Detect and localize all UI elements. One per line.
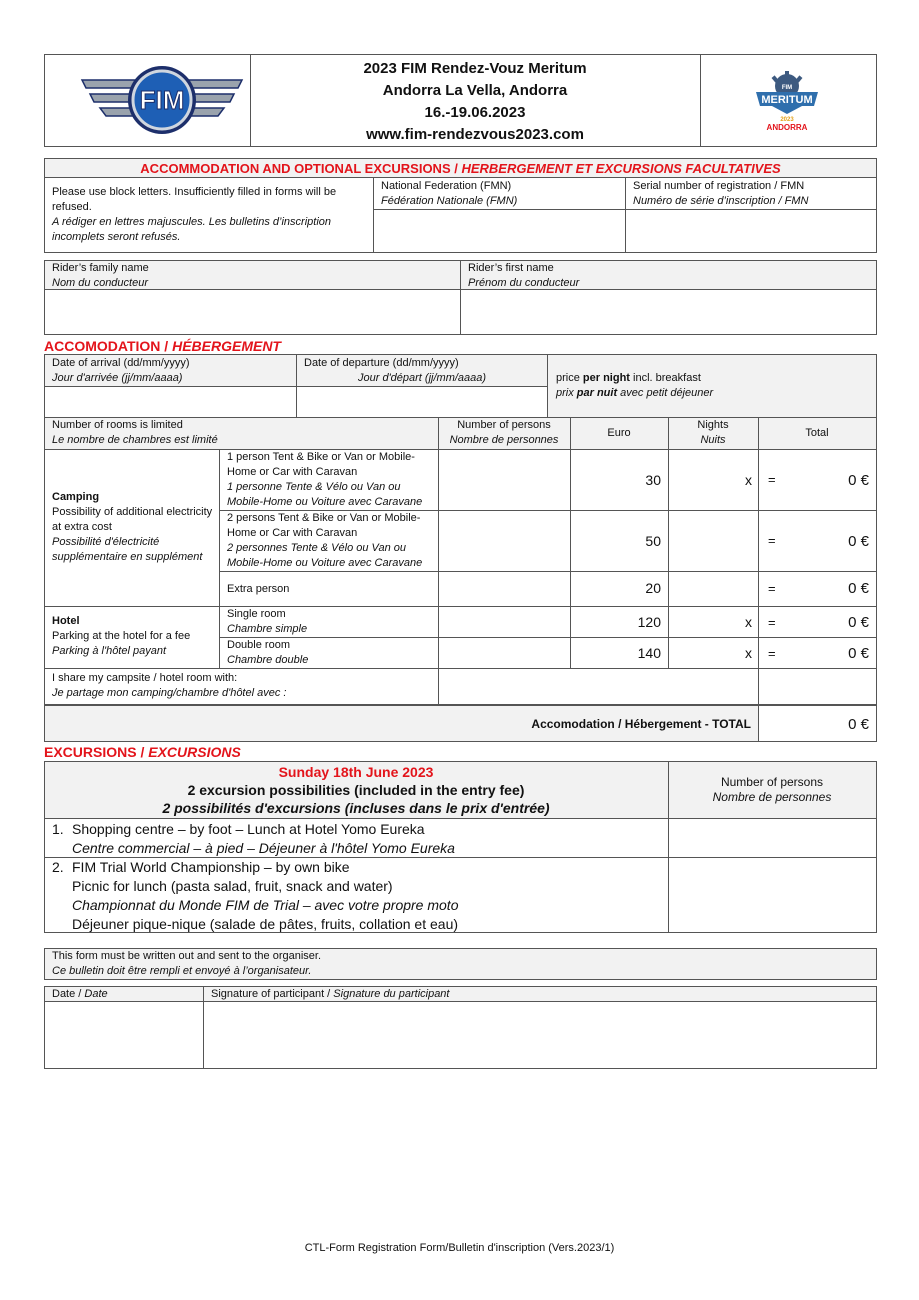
meritum-logo-main: MERITUM bbox=[761, 94, 813, 106]
camping-1-equals: = bbox=[768, 472, 776, 487]
excursion-2-en1: FIM Trial World Championship – by own bike bbox=[72, 859, 350, 875]
extra-person-count-field[interactable] bbox=[439, 572, 570, 606]
date-label-fr: Date bbox=[84, 988, 108, 1000]
camping-2-en: 2 persons Tent & Bike or Van or Mobile-Home or Car with Caravan bbox=[227, 512, 421, 539]
section1-title-en: ACCOMMODATION AND OPTIONAL EXCURSIONS / bbox=[140, 161, 462, 176]
camping-1-price: 30 bbox=[645, 472, 661, 488]
nights-col-header bbox=[668, 418, 758, 448]
double-room-fr: Chambre double bbox=[227, 654, 309, 666]
price-note-fr-c: avec petit déjeuner bbox=[617, 387, 714, 399]
rooms-limited-fr: Le nombre de chambres est limité bbox=[52, 434, 218, 446]
single-room-price: 120 bbox=[637, 614, 661, 630]
price-note-fr-a: prix bbox=[556, 387, 577, 399]
serial-label-fr: Numéro de série d’inscription / FMN bbox=[633, 195, 809, 207]
rooms-limited-label bbox=[52, 418, 218, 448]
excursion-2 bbox=[52, 858, 458, 934]
camping-2-persons-label bbox=[227, 511, 435, 571]
double-room-multiply: x bbox=[745, 645, 752, 661]
signature-label-fr: Signature du participant bbox=[333, 988, 450, 1000]
extra-person-equals: = bbox=[768, 581, 776, 596]
fmn-label-fr: Fédération Nationale (FMN) bbox=[381, 195, 518, 207]
serial-label bbox=[633, 179, 808, 209]
event-title-line2: Andorra La Vella, Andorra bbox=[382, 82, 568, 99]
camping-1-total: 0 € bbox=[848, 472, 869, 489]
excursion-2-persons-field[interactable] bbox=[669, 858, 876, 932]
share-label-fr: Je partage mon camping/chambre d'hôtel avec : bbox=[52, 687, 287, 699]
price-note-b: per night bbox=[582, 372, 630, 384]
double-room-persons-field[interactable] bbox=[439, 638, 570, 668]
date-label bbox=[52, 987, 108, 1002]
arrival-label-en: Date of arrival (dd/mm/yyyy) bbox=[52, 357, 190, 369]
signature-header-bg bbox=[45, 987, 876, 1002]
meritum-logo bbox=[752, 70, 822, 134]
arrival-label-fr: Jour d'arrivée (jj/mm/aaaa) bbox=[52, 372, 183, 384]
fim-logo bbox=[78, 62, 246, 138]
camping-category bbox=[52, 490, 214, 565]
fmn-field[interactable] bbox=[374, 210, 624, 252]
first-name-label bbox=[468, 261, 579, 291]
double-room-equals: = bbox=[768, 646, 776, 661]
accommodation-total-label: Accomodation / Hébergement - TOTAL bbox=[531, 717, 751, 731]
camping-1-multiply: x bbox=[745, 472, 752, 488]
persons-col-header-en: Number of persons bbox=[457, 419, 551, 431]
accommodation-heading bbox=[44, 338, 281, 354]
share-label bbox=[52, 671, 286, 701]
camping-1-persons-field[interactable] bbox=[439, 450, 570, 510]
double-room-en: Double room bbox=[227, 639, 290, 651]
instructions-fr: A rédiger en lettres majuscules. Les bulletins d’inscription incomplets seront refusés. bbox=[52, 216, 332, 243]
single-room-en: Single room bbox=[227, 608, 286, 620]
signature-label-en: Signature of participant / bbox=[211, 988, 334, 1000]
accommodation-heading-en: ACCOMODATION / bbox=[44, 338, 173, 354]
extra-person-nights-field[interactable] bbox=[669, 572, 758, 606]
event-title-line3: 16.-19.06.2023 bbox=[424, 104, 526, 121]
fmn-label bbox=[381, 179, 517, 209]
date-label-en: Date / bbox=[52, 988, 85, 1000]
extra-person-label: Extra person bbox=[227, 583, 290, 595]
price-note-a: price bbox=[556, 372, 583, 384]
first-name-label-en: Rider’s first name bbox=[468, 262, 554, 274]
excursion-1-persons-field[interactable] bbox=[669, 819, 876, 857]
page-footer: CTL-Form Registration Form/Bulletin d'inscription (Vers.2023/1) bbox=[304, 1242, 615, 1254]
date-field[interactable] bbox=[45, 1003, 202, 1068]
nights-col-header-fr: Nuits bbox=[700, 434, 726, 446]
family-name-field[interactable] bbox=[45, 291, 459, 334]
nights-col-header-en: Nights bbox=[697, 419, 729, 431]
extra-person-total: 0 € bbox=[848, 580, 869, 597]
double-room-price: 140 bbox=[637, 645, 661, 661]
share-label-en: I share my campsite / hotel room with: bbox=[52, 672, 238, 684]
instructions bbox=[52, 185, 352, 245]
serial-label-en: Serial number of registration / FMN bbox=[633, 180, 805, 192]
single-room-equals: = bbox=[768, 615, 776, 630]
excursions-persons-header bbox=[668, 775, 876, 805]
arrival-date-field[interactable] bbox=[45, 387, 295, 417]
instructions-en: Please use block letters. Insufficiently filled in forms will be refused. bbox=[52, 186, 337, 213]
price-divider bbox=[547, 354, 548, 417]
camping-note-en: Possibility of additional electricity at extra cost bbox=[52, 506, 213, 533]
section1-title-fr: HERBERGEMENT ET EXCURSIONS FACULTATIVES bbox=[461, 161, 781, 176]
family-name-label-en: Rider’s family name bbox=[52, 262, 149, 274]
excursions-sub-fr: 2 possibilités d'excursions (incluses dans le prix d'entrée) bbox=[162, 800, 550, 816]
excursions-header bbox=[44, 763, 668, 817]
hotel-title: Hotel bbox=[52, 615, 80, 627]
share-bottom-line bbox=[44, 704, 877, 706]
camping-2-persons-field[interactable] bbox=[439, 511, 570, 571]
price-note-c: incl. breakfast bbox=[629, 372, 701, 384]
hotel-category bbox=[52, 614, 214, 659]
extra-person-price: 20 bbox=[645, 580, 661, 596]
camping-title: Camping bbox=[52, 491, 100, 503]
arrival-label bbox=[52, 356, 190, 386]
double-room-total: 0 € bbox=[848, 645, 869, 662]
euro-col-header: Euro bbox=[607, 427, 631, 439]
persons-col-header-fr: Nombre de personnes bbox=[449, 434, 559, 446]
excursions-heading-en: EXCURSIONS / bbox=[44, 744, 149, 760]
departure-label-en: Date of departure (dd/mm/yyyy) bbox=[304, 357, 459, 369]
single-room-fr: Chambre simple bbox=[227, 623, 308, 635]
family-name-label-fr: Nom du conducteur bbox=[52, 277, 148, 289]
excursions-persons-fr: Nombre de personnes bbox=[712, 790, 832, 804]
rooms-limited-en: Number of rooms is limited bbox=[52, 419, 183, 431]
form-note-en: This form must be written out and sent to the organiser. bbox=[52, 950, 322, 962]
camping-2-equals: = bbox=[768, 533, 776, 548]
departure-label-fr: Jour d'départ (jj/mm/aaaa) bbox=[358, 372, 487, 384]
meritum-logo-place: ANDORRA bbox=[766, 123, 808, 132]
excursion-2-en2: Picnic for lunch (pasta salad, fruit, snack and water) bbox=[72, 878, 393, 894]
single-room-persons-field[interactable] bbox=[439, 607, 570, 637]
event-website: www.fim-rendezvous2023.com bbox=[366, 126, 584, 143]
family-name-label bbox=[52, 261, 149, 291]
excursion-2-number: 2. bbox=[52, 859, 64, 875]
double-room-label bbox=[227, 638, 308, 668]
fim-logo-text: FIM bbox=[139, 85, 185, 115]
persons-col-header bbox=[438, 418, 570, 448]
excursions-heading-fr: EXCURSIONS bbox=[148, 744, 241, 760]
form-note bbox=[52, 949, 321, 979]
excursions-persons-en: Number of persons bbox=[720, 775, 824, 789]
fmn-label-en: National Federation (FMN) bbox=[381, 180, 512, 192]
signature-field[interactable] bbox=[204, 1003, 876, 1068]
price-note-fr-b: par nuit bbox=[576, 387, 618, 399]
excursions-heading bbox=[44, 744, 241, 760]
first-name-field[interactable] bbox=[461, 291, 876, 334]
accommodation-heading-fr: HÉBERGEMENT bbox=[172, 338, 281, 354]
price-note bbox=[556, 371, 713, 401]
event-title bbox=[250, 58, 700, 146]
single-room-total: 0 € bbox=[848, 614, 869, 631]
departure-date-field[interactable] bbox=[297, 387, 547, 417]
excursion-1 bbox=[52, 820, 455, 858]
first-name-label-fr: Prénom du conducteur bbox=[468, 277, 580, 289]
event-title-line1: 2023 FIM Rendez-Vouz Meritum bbox=[363, 60, 587, 77]
excursion-1-number: 1. bbox=[52, 821, 64, 837]
single-room-multiply: x bbox=[745, 614, 752, 630]
single-room-label bbox=[227, 607, 307, 637]
signature-label bbox=[211, 987, 449, 1002]
camping-2-nights-field[interactable] bbox=[669, 511, 758, 571]
section1-title bbox=[44, 161, 877, 176]
accommodation-total-value: 0 € bbox=[848, 716, 869, 733]
camping-1-en: 1 person Tent & Bike or Van or Mobile-Home or Car with Caravan bbox=[227, 451, 415, 478]
header-divider-right bbox=[700, 54, 701, 147]
category-divider bbox=[219, 449, 220, 668]
hotel-note-fr: Parking à l'hôtel payant bbox=[52, 645, 167, 657]
total-col-header: Total bbox=[805, 427, 829, 439]
form-note-fr: Ce bulletin doit être rempli et envoyé à l’organisateur. bbox=[52, 965, 312, 977]
meritum-logo-top: FIM bbox=[781, 85, 793, 91]
camping-note-fr: Possibilité d'électricité supplémentaire en supplément bbox=[52, 536, 203, 563]
excursion-1-fr: Centre commercial – à pied – Déjeuner à l'hôtel Yomo Eureka bbox=[72, 840, 455, 856]
excursion-2-fr2: Déjeuner pique-nique (salade de pâtes, fruits, collation et eau) bbox=[72, 916, 459, 932]
share-with-field[interactable] bbox=[439, 669, 876, 703]
camping-1-fr: 1 personne Tente & Vélo ou Van ou Mobile-Home ou Voiture avec Caravane bbox=[227, 481, 423, 508]
camping-2-total: 0 € bbox=[848, 533, 869, 550]
meritum-logo-year: 2023 bbox=[780, 117, 794, 123]
camping-1-person-label bbox=[227, 450, 435, 510]
departure-label bbox=[304, 356, 486, 386]
excursion-2-fr1: Championnat du Monde FIM de Trial – avec votre propre moto bbox=[72, 897, 459, 913]
excursions-sub-en: 2 excursion possibilities (included in the entry fee) bbox=[187, 782, 525, 798]
excursions-date: Sunday 18th June 2023 bbox=[278, 764, 434, 780]
excursion-1-en: Shopping centre – by foot – Lunch at Hotel Yomo Eureka bbox=[72, 821, 425, 837]
camping-2-fr: 2 personnes Tente & Vélo ou Van ou Mobile-Home ou Voiture avec Caravane bbox=[227, 542, 423, 569]
camping-2-price: 50 bbox=[645, 533, 661, 549]
serial-field[interactable] bbox=[626, 210, 876, 252]
hotel-note-en: Parking at the hotel for a fee bbox=[52, 630, 191, 642]
